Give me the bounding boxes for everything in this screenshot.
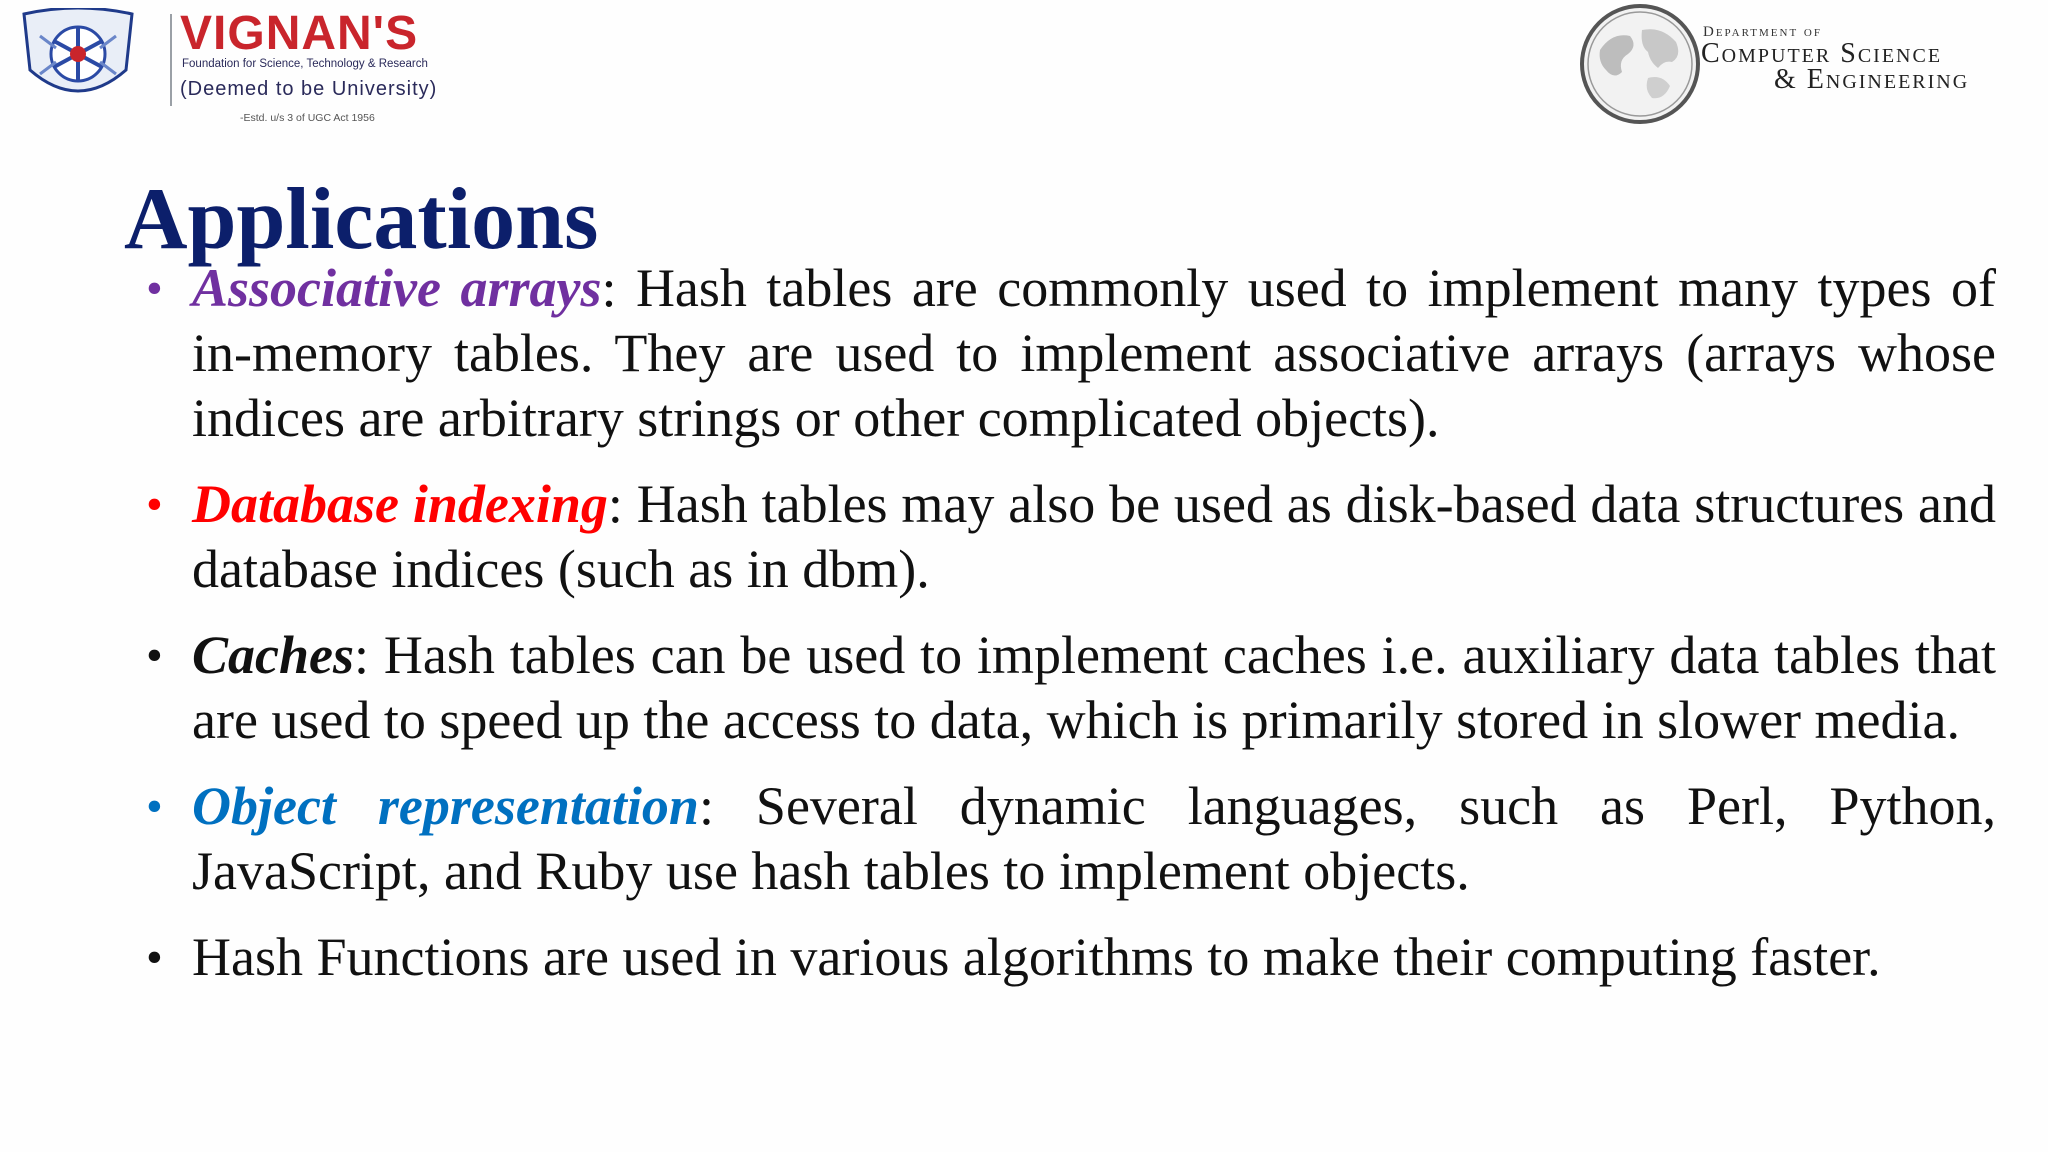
bullet-item xyxy=(146,623,1996,753)
university-status: (Deemed to be University) xyxy=(180,78,438,100)
bullet-item xyxy=(146,256,1996,451)
department-name-line2: & Engineering xyxy=(1774,64,1970,95)
bullet-text: : Hash tables may also be used as disk-based data structures and database indices (such as in dbm). xyxy=(192,474,1996,599)
university-name: VIGNAN'S xyxy=(180,7,419,60)
bullet-term: Caches xyxy=(192,625,354,685)
bullet-list xyxy=(146,256,1996,1011)
bullet-term: Database indexing xyxy=(192,474,608,534)
bullet-item xyxy=(146,925,1996,990)
bullet-item xyxy=(146,774,1996,904)
globe-icon xyxy=(1578,2,1702,126)
bullet-term: Associative arrays xyxy=(192,258,602,318)
bullet-icon: • xyxy=(146,262,163,315)
bullet-icon: • xyxy=(146,780,163,833)
department-name-line1: Computer Science xyxy=(1701,38,1943,69)
bullet-term: Object representation xyxy=(192,776,699,836)
bullet-item xyxy=(146,472,1996,602)
slide-title: Applications xyxy=(124,171,599,268)
bullet-icon: • xyxy=(146,931,163,984)
university-tagline: Foundation for Science, Technology & Research xyxy=(182,58,428,70)
bullet-text: Hash Functions are used in various algorithms to make their computing faster. xyxy=(192,927,1881,987)
bullet-icon: • xyxy=(146,478,163,531)
department-label: Department of xyxy=(1703,24,1822,40)
bullet-text: : Hash tables can be used to implement caches i.e. auxiliary data tables that are used to speed up the access to data, which is primarily stored in slower media. xyxy=(192,625,1996,750)
university-emblem-icon xyxy=(14,8,142,104)
department-logo xyxy=(1578,2,2046,127)
university-established: -Estd. u/s 3 of UGC Act 1956 xyxy=(240,112,375,124)
bullet-text: : Several dynamic languages, such as Perl, Python, JavaScript, and Ruby use hash tables to implement objects. xyxy=(192,776,1996,901)
logo-divider xyxy=(170,14,172,106)
bullet-text: : Hash tables are commonly used to implement many types of in-memory tables. They are used to implement associative arrays (arrays whose indices are arbitrary strings or other complicated objects). xyxy=(192,258,1996,448)
bullet-icon: • xyxy=(146,629,163,682)
university-logo xyxy=(14,6,484,124)
